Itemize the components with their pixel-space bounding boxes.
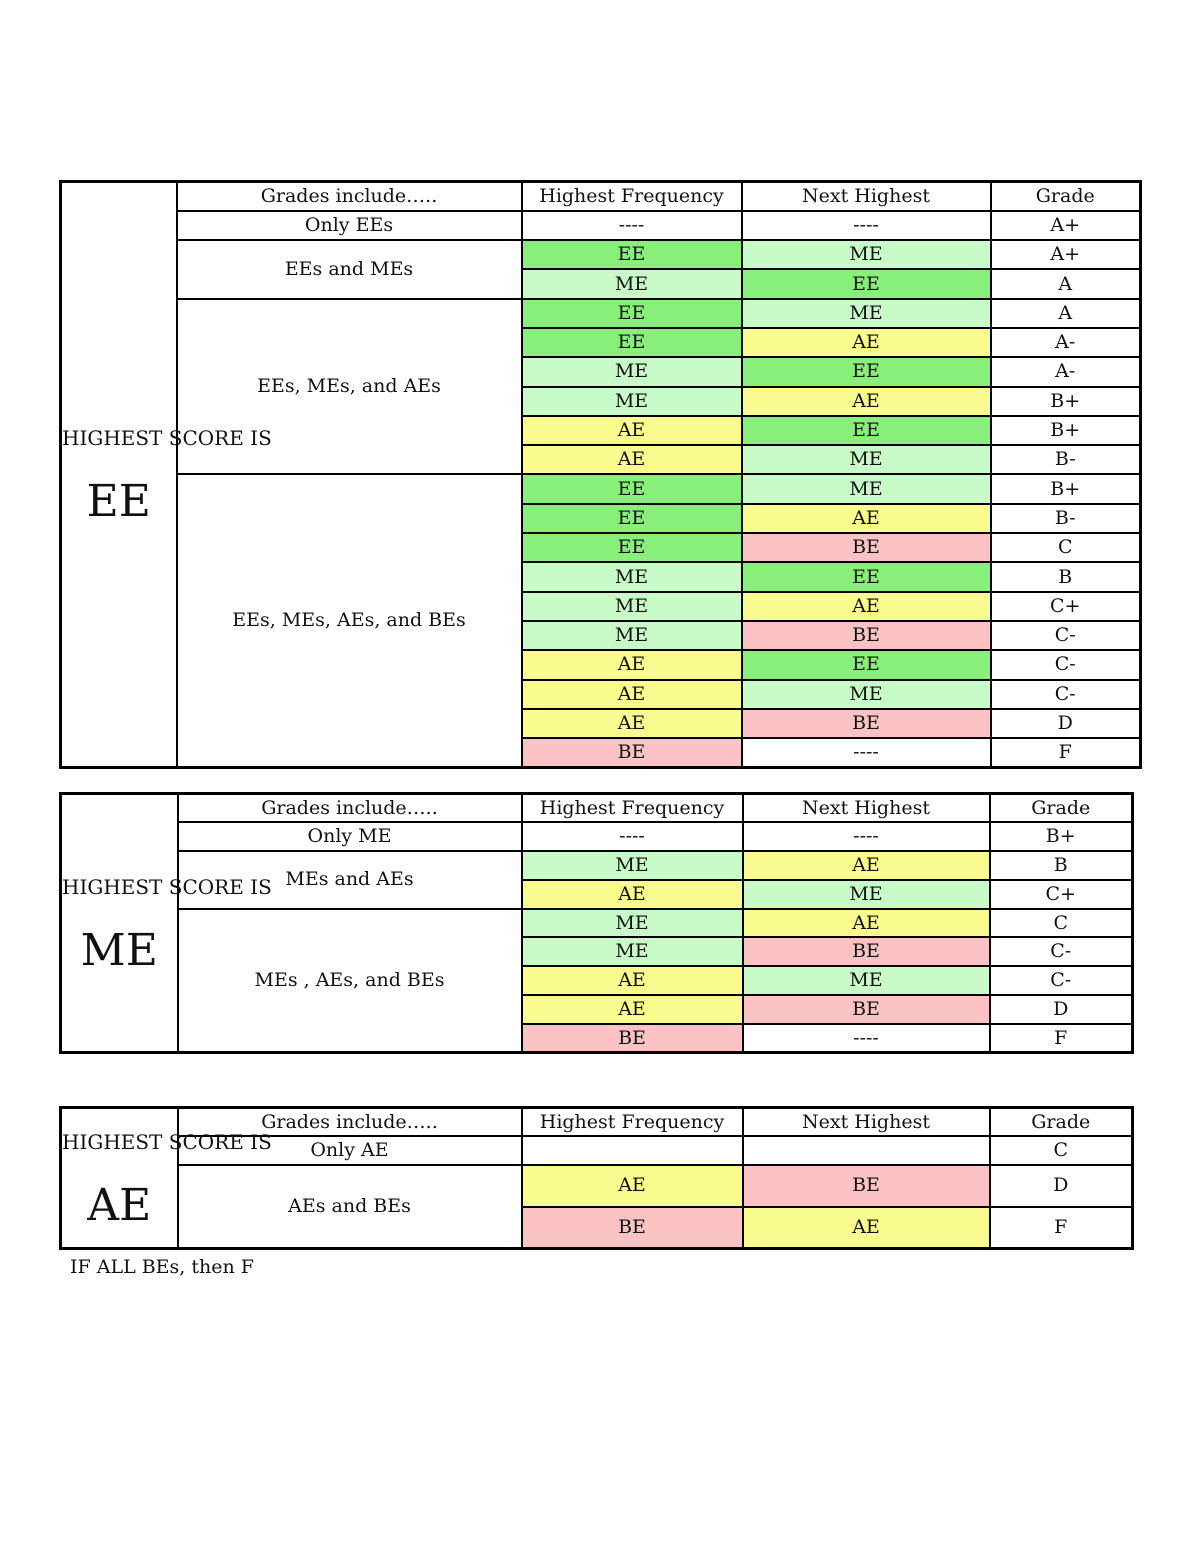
header-next-highest: Next Highest: [743, 794, 990, 823]
next-highest-cell: EE: [742, 562, 991, 591]
highest-frequency-cell: ME: [522, 387, 742, 416]
highest-score-value: AE: [87, 1180, 152, 1231]
grade-cell: A-: [991, 357, 1141, 386]
highest-frequency-cell: BE: [522, 1207, 743, 1249]
table-row: [61, 211, 1141, 240]
next-highest-cell: ME: [743, 880, 990, 909]
table-row: [61, 240, 1141, 269]
highest-frequency-cell: EE: [522, 240, 742, 269]
table-row: [61, 1165, 1133, 1207]
next-highest-cell: ----: [743, 822, 990, 851]
highest-frequency-cell: EE: [522, 533, 742, 562]
group-label: Only EEs: [177, 211, 522, 240]
next-highest-cell: AE: [742, 387, 991, 416]
grade-cell: C: [991, 533, 1141, 562]
next-highest-cell: EE: [742, 416, 991, 445]
next-highest-cell: BE: [742, 621, 991, 650]
next-highest-cell: ME: [742, 680, 991, 709]
next-highest-cell: ----: [742, 738, 991, 767]
next-highest-cell: ME: [742, 445, 991, 474]
grade-cell: C-: [991, 621, 1141, 650]
group-label: MEs and AEs: [178, 851, 522, 909]
grade-cell: C: [990, 1136, 1133, 1165]
next-highest-cell: AE: [743, 1207, 990, 1249]
grade-cell: A-: [991, 328, 1141, 357]
highest-frequency-cell: ME: [522, 937, 743, 966]
highest-frequency-cell: AE: [522, 445, 742, 474]
next-highest-cell: BE: [742, 709, 991, 738]
group-label: EEs and MEs: [177, 240, 522, 299]
grade-cell: B-: [991, 445, 1141, 474]
highest-frequency-cell: ME: [522, 621, 742, 650]
group-label: MEs , AEs, and BEs: [178, 909, 522, 1053]
grade-cell: D: [990, 995, 1133, 1024]
highest-score-label: [61, 794, 272, 1053]
highest-score-value: EE: [86, 476, 151, 528]
next-highest-cell: BE: [743, 995, 990, 1024]
me-grade-table: [59, 792, 1134, 1054]
header-highest-frequency: Highest Frequency: [522, 1108, 743, 1137]
highest-frequency-cell: AE: [522, 650, 742, 679]
highest-score-value: ME: [80, 925, 158, 977]
grade-cell: F: [991, 738, 1141, 767]
highest-frequency-cell: AE: [522, 416, 742, 445]
grade-cell: B+: [991, 416, 1141, 445]
highest-frequency-cell: AE: [522, 995, 743, 1024]
table-row: [61, 474, 1141, 503]
next-highest-cell: EE: [742, 269, 991, 298]
highest-score-caption: HIGHEST SCORE IS: [62, 426, 272, 451]
next-highest-cell: AE: [742, 504, 991, 533]
grade-cell: C-: [990, 966, 1133, 995]
grade-cell: B-: [991, 504, 1141, 533]
next-highest-cell: AE: [743, 909, 990, 938]
grade-cell: A: [991, 299, 1141, 328]
grade-cell: B+: [991, 474, 1141, 503]
next-highest-cell: ME: [742, 240, 991, 269]
group-label: EEs, MEs, and AEs: [177, 299, 522, 475]
header-grade: Grade: [990, 1108, 1133, 1137]
next-highest-cell: ME: [742, 474, 991, 503]
footer-note: IF ALL BEs, then F: [70, 1256, 254, 1278]
highest-frequency-cell: EE: [522, 474, 742, 503]
header-grades-include: Grades include…..: [178, 1108, 522, 1137]
highest-score-caption: HIGHEST SCORE IS: [62, 1130, 272, 1154]
next-highest-cell: AE: [742, 592, 991, 621]
highest-frequency-cell: BE: [522, 738, 742, 767]
next-highest-cell: AE: [743, 851, 990, 880]
grade-cell: B+: [991, 387, 1141, 416]
group-label: Only AE: [178, 1136, 522, 1165]
next-highest-cell: ----: [743, 1024, 990, 1053]
highest-frequency-cell: ME: [522, 851, 743, 880]
header-grades-include: Grades include…..: [177, 182, 522, 211]
highest-frequency-cell: AE: [522, 680, 742, 709]
header-next-highest: Next Highest: [742, 182, 991, 211]
grade-cell: B: [991, 562, 1141, 591]
table-row: [61, 299, 1141, 328]
grade-cell: B+: [990, 822, 1133, 851]
header-next-highest: Next Highest: [743, 1108, 990, 1137]
highest-frequency-cell: EE: [522, 504, 742, 533]
highest-frequency-cell: BE: [522, 1024, 743, 1053]
highest-frequency-cell: [522, 1136, 743, 1165]
highest-frequency-cell: EE: [522, 299, 742, 328]
grade-cell: A+: [991, 240, 1141, 269]
grade-cell: D: [990, 1165, 1133, 1207]
next-highest-cell: EE: [742, 650, 991, 679]
grade-cell: C+: [991, 592, 1141, 621]
highest-frequency-cell: EE: [522, 328, 742, 357]
grade-cell: C-: [991, 680, 1141, 709]
next-highest-cell: [743, 1136, 990, 1165]
next-highest-cell: BE: [743, 1165, 990, 1207]
grade-cell: C: [990, 909, 1133, 938]
table-row: [61, 909, 1133, 938]
ae-grade-table: [59, 1106, 1134, 1250]
highest-frequency-cell: ME: [522, 357, 742, 386]
grade-cell: A+: [991, 211, 1141, 240]
highest-frequency-cell: ME: [522, 562, 742, 591]
highest-frequency-cell: ME: [522, 269, 742, 298]
next-highest-cell: BE: [742, 533, 991, 562]
grade-cell: B: [990, 851, 1133, 880]
next-highest-cell: ME: [743, 966, 990, 995]
highest-frequency-cell: AE: [522, 709, 742, 738]
header-grade: Grade: [990, 794, 1133, 823]
grade-cell: F: [990, 1024, 1133, 1053]
ee-grade-table: [59, 180, 1142, 769]
grade-cell: C+: [990, 880, 1133, 909]
header-highest-frequency: Highest Frequency: [522, 182, 742, 211]
next-highest-cell: BE: [743, 937, 990, 966]
grade-cell: D: [991, 709, 1141, 738]
highest-score-caption: HIGHEST SCORE IS: [62, 875, 272, 900]
group-label: Only ME: [178, 822, 522, 851]
header-grade: Grade: [991, 182, 1141, 211]
header-grades-include: Grades include…..: [178, 794, 522, 823]
grade-cell: F: [990, 1207, 1133, 1249]
highest-frequency-cell: AE: [522, 880, 743, 909]
grade-cell: C-: [991, 650, 1141, 679]
group-label: EEs, MEs, AEs, and BEs: [177, 474, 522, 767]
highest-frequency-cell: AE: [522, 966, 743, 995]
highest-frequency-cell: ----: [522, 211, 742, 240]
highest-score-label: [61, 182, 272, 768]
grade-cell: C-: [990, 937, 1133, 966]
highest-score-label: [61, 1108, 272, 1249]
highest-frequency-cell: ME: [522, 592, 742, 621]
group-label: AEs and BEs: [178, 1165, 522, 1249]
header-highest-frequency: Highest Frequency: [522, 794, 743, 823]
next-highest-cell: ----: [742, 211, 991, 240]
highest-frequency-cell: ----: [522, 822, 743, 851]
next-highest-cell: EE: [742, 357, 991, 386]
table-row: [61, 822, 1133, 851]
highest-frequency-cell: AE: [522, 1165, 743, 1207]
grade-cell: A: [991, 269, 1141, 298]
highest-frequency-cell: ME: [522, 909, 743, 938]
next-highest-cell: ME: [742, 299, 991, 328]
next-highest-cell: AE: [742, 328, 991, 357]
